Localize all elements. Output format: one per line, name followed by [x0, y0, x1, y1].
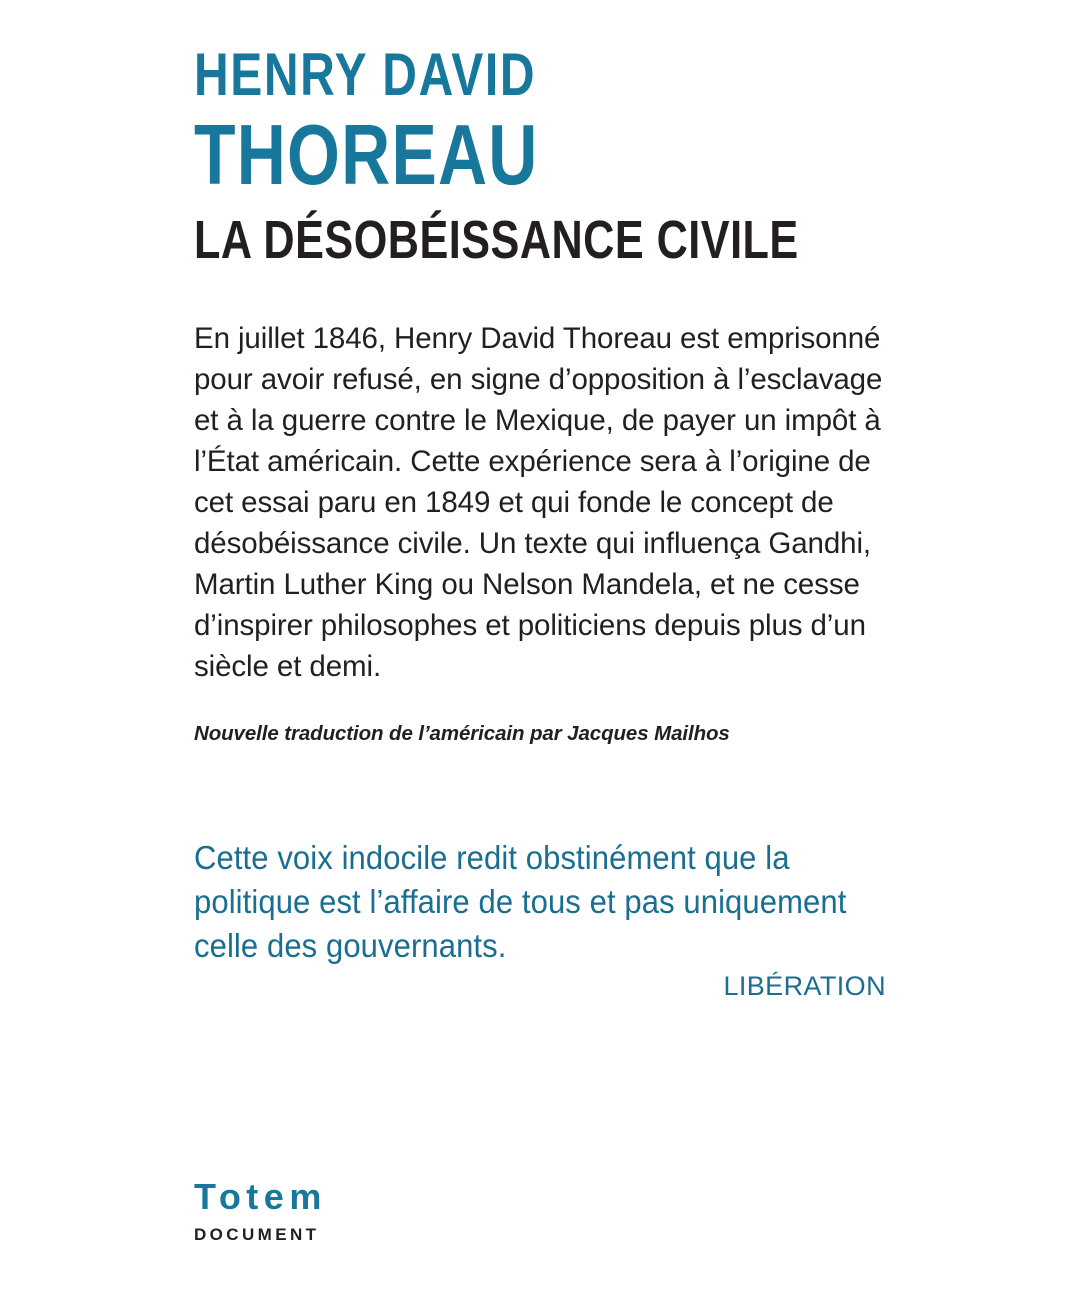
cover-content [194, 0, 886, 1302]
publisher-logo [194, 1178, 886, 1245]
title-block [194, 41, 886, 270]
collection-name: DOCUMENT [194, 1225, 320, 1244]
book-title: LA DÉSOBÉISSANCE CIVILE [194, 210, 799, 270]
blurb-paragraph: En juillet 1846, Henry David Thoreau est emprisonné pour avoir refusé, en signe d’opposition à l’esclavage et à la guerre contre le Mexique, de payer un impôt à l’État américain. Cette expérience sera à l’origine de cet essai paru en 1849 et qui fonde le concept de désobéissance civile. Un texte qui influença Gandhi, Martin Luther King ou Nelson Mandela, et ne cesse d’inspirer philosophes et politiciens depuis plus d’un siècle et demi. [194, 322, 883, 683]
publisher-name: Totem [194, 1176, 327, 1217]
pull-quote-source: LIBÉRATION [723, 971, 886, 1001]
pull-quote-block [194, 836, 886, 1002]
author-first-name: HENRY DAVID [194, 41, 537, 108]
author-last-name: THOREAU [194, 108, 539, 203]
pull-quote-text: Cette voix indocile redit obstinément que la politique est l’affaire de tous et pas uniquement celle des gouvernants. [194, 839, 847, 964]
translator-credit: Nouvelle traduction de l’américain par Jacques Mailhos [194, 722, 730, 745]
